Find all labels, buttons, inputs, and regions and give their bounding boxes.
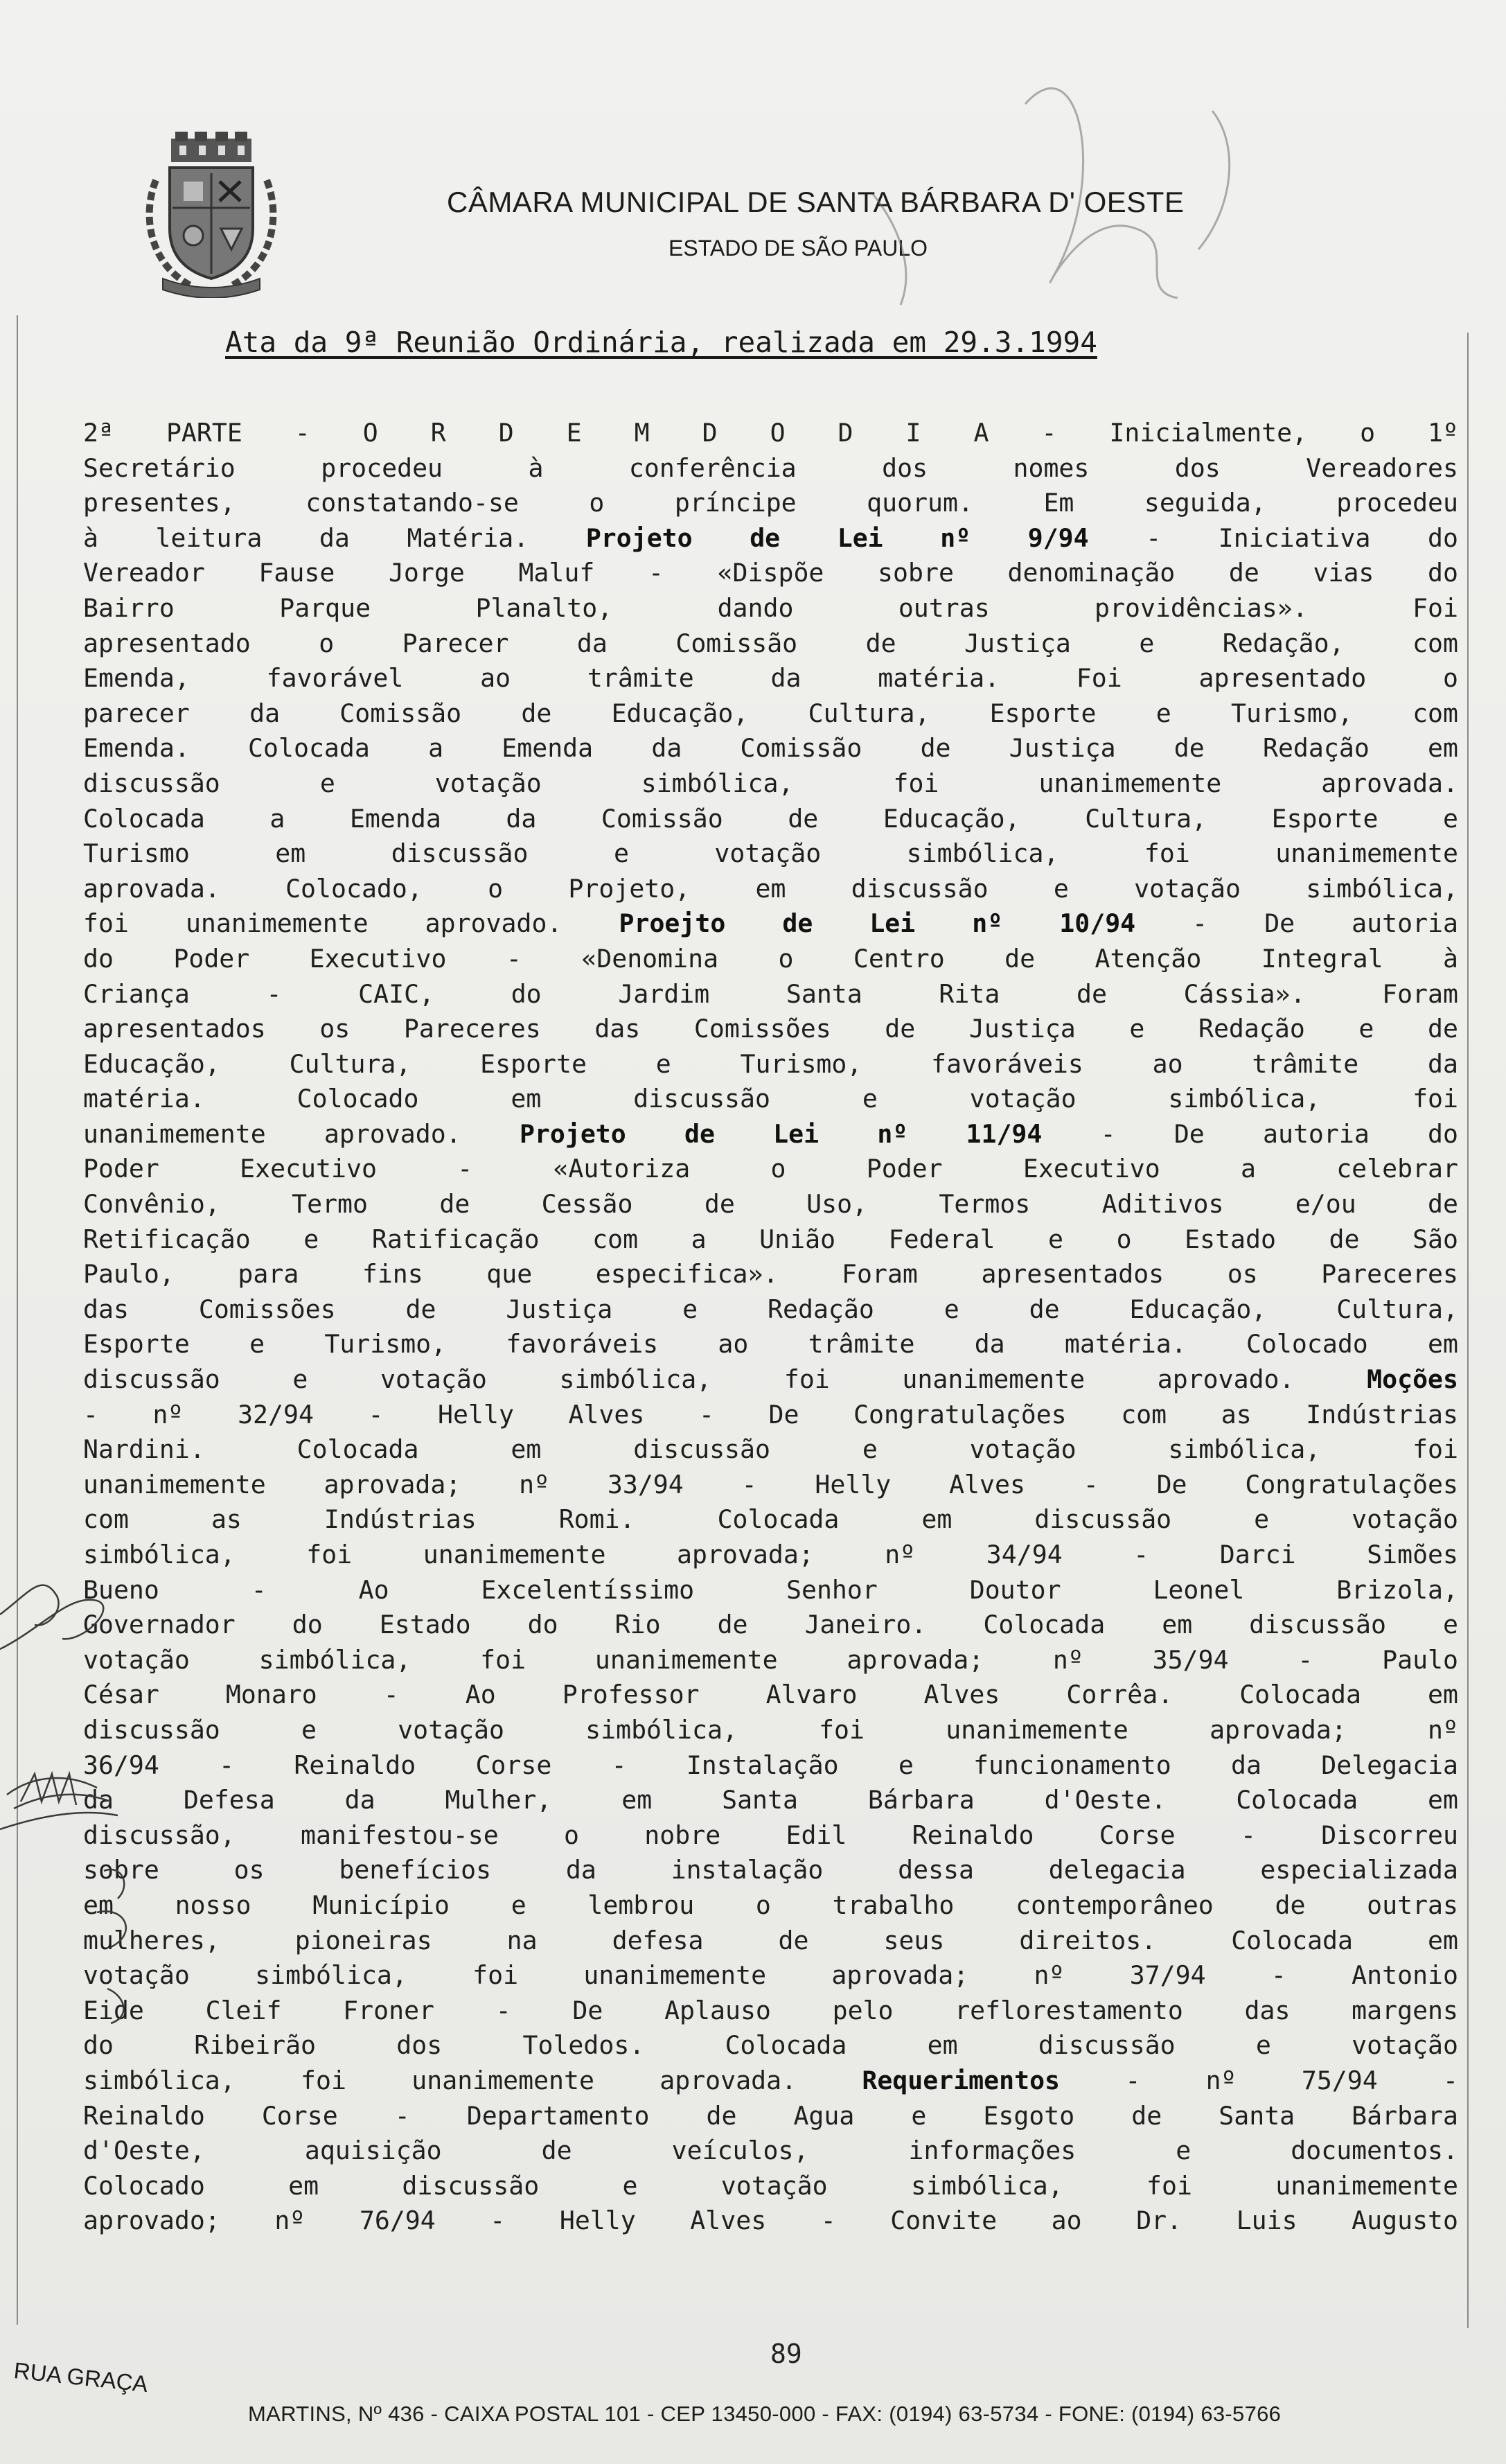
line-text: Vereador Fause Jorge Maluf - «Dispõe sobre denominação de vias do	[83, 558, 1458, 588]
line-text: César Monaro - Ao Professor Alvaro Alves Corrêa. Colocada em	[83, 1680, 1458, 1710]
line-text: Poder Executivo - «Autoriza o Poder Executivo a celebrar	[83, 1154, 1458, 1184]
line-text: Educação, Cultura, Esporte e Turismo, favoráveis ao trâmite da	[83, 1048, 1458, 1079]
line-text: Governador do Estado do Rio de Janeiro. Colocada em discussão e	[83, 1610, 1458, 1640]
line-text: simbólica, foi unanimemente aprovada; nº 34/94 - Darci Simões	[83, 1540, 1458, 1569]
text-line	[83, 1468, 1458, 1503]
right-margin-rule	[1467, 333, 1469, 2328]
text-line	[83, 1994, 1458, 2029]
text-line	[83, 1432, 1458, 1468]
line-text: do Poder Executivo - «Denomina o Centro de Atenção Integral à	[83, 943, 1458, 974]
text-line	[83, 626, 1458, 662]
line-text: Colocada a Emenda da Comissão de Educação, Cultura, Esporte e	[83, 803, 1458, 834]
text-line	[83, 731, 1458, 766]
text-line	[83, 2203, 1458, 2239]
line-text: apresentado o Parecer da Comissão de Justiça e Redação, com	[83, 628, 1458, 658]
text-line	[83, 802, 1458, 837]
line-text: da Defesa da Mulher, em Santa Bárbara d'Oeste. Colocada em	[83, 1785, 1458, 1815]
line-text: unanimemente aprovado.	[83, 1118, 520, 1149]
text-line	[83, 1713, 1458, 1748]
line-text: com as Indústrias Romi. Colocada em discussão e votação	[83, 1504, 1458, 1535]
text-line	[83, 1012, 1458, 1047]
text-line	[83, 1047, 1458, 1082]
line-text: aprovado; nº 76/94 - Helly Alves - Convite ao Dr. Luis Augusto	[83, 2206, 1458, 2236]
page-number: 89	[770, 2339, 802, 2369]
line-text: Emenda. Colocada a Emenda da Comissão de Justiça de Redação em	[83, 733, 1458, 764]
text-line	[83, 521, 1458, 556]
text-line	[83, 1924, 1458, 1959]
line-text: Colocado em discussão e votação simbólica, foi unanimemente	[83, 2170, 1458, 2201]
text-line	[83, 836, 1458, 872]
bold-heading-text: Projeto de Lei nº 11/94	[519, 1118, 1043, 1149]
text-line	[83, 1573, 1458, 1608]
line-text: Eide Cleif Froner - De Aplauso pelo reflorestamento das margens	[83, 1995, 1458, 2025]
minutes-body	[83, 416, 1458, 2239]
text-line	[83, 1748, 1458, 1784]
line-text: 36/94 - Reinaldo Corse - Instalação e funcionamento da Delegacia	[83, 1750, 1458, 1780]
line-text: discussão e votação simbólica, foi unanimemente aprovada; nº	[83, 1714, 1458, 1745]
municipal-crest-logo	[142, 132, 281, 298]
left-margin-rule	[17, 315, 18, 2325]
line-text: discussão e votação simbólica, foi unanimemente aprovada.	[83, 768, 1458, 798]
line-text: Criança - CAIC, do Jardim Santa Rita de Cássia». Foram	[83, 978, 1458, 1009]
line-text: Bueno - Ao Excelentíssimo Senhor Doutor Leonel Brizola,	[83, 1574, 1458, 1605]
line-text: simbólica, foi unanimemente aprovada.	[83, 2065, 862, 2095]
text-line	[83, 1958, 1458, 1994]
line-text: Nardini. Colocada em discussão e votação simbólica, foi	[83, 1434, 1458, 1465]
text-line	[83, 696, 1458, 732]
text-line	[83, 486, 1458, 521]
text-line	[83, 1538, 1458, 1573]
line-text: das Comissões de Justiça e Redação e de Educação, Cultura,	[83, 1294, 1458, 1324]
text-line	[83, 1888, 1458, 1924]
text-line	[83, 1678, 1458, 1713]
line-text: discussão e votação simbólica, foi unanimemente aprovado.	[83, 1364, 1367, 1395]
text-line	[83, 942, 1458, 977]
line-text: unanimemente aprovada; nº 33/94 - Helly Alves - De Congratulações	[83, 1469, 1458, 1499]
text-line	[83, 766, 1458, 802]
line-text: Paulo, para fins que especifica». Foram apresentados os Pareceres	[83, 1259, 1458, 1290]
text-line	[83, 416, 1458, 451]
text-line	[83, 1818, 1458, 1854]
line-text: presentes, constatando-se o príncipe quorum. Em seguida, procedeu	[83, 488, 1458, 518]
text-line	[83, 1783, 1458, 1818]
text-line	[83, 2169, 1458, 2204]
line-text: Retificação e Ratificação com a União Federal e o Estado de São	[83, 1224, 1458, 1254]
line-text: parecer da Comissão de Educação, Cultura, Esporte e Turismo, com	[83, 698, 1458, 728]
bold-heading-text: Requerimentos	[862, 2065, 1061, 2095]
text-line	[83, 872, 1458, 907]
text-line	[83, 1608, 1458, 1643]
text-line	[83, 1082, 1458, 1117]
text-line	[83, 2133, 1458, 2169]
minutes-title: Ata da 9ª Reunião Ordinária, realizada em 29.3.1994	[225, 326, 1097, 359]
text-line	[83, 1222, 1458, 1258]
text-line	[83, 661, 1458, 696]
bold-heading-text: Moções	[1367, 1364, 1458, 1395]
text-line	[83, 1398, 1458, 1433]
text-line	[83, 451, 1458, 486]
line-text: Esporte e Turismo, favoráveis ao trâmite da matéria. Colocado em	[83, 1329, 1458, 1359]
text-line	[83, 2099, 1458, 2134]
text-line	[83, 1643, 1458, 1678]
text-line	[83, 1853, 1458, 1888]
line-text: - nº 32/94 - Helly Alves - De Congratulações com as Indústrias	[83, 1399, 1458, 1429]
text-line	[83, 1152, 1458, 1187]
line-text: 2ª PARTE - O R D E M D O D I A - Inicialmente, o 1º	[83, 418, 1458, 448]
line-text: do Ribeirão dos Toledos. Colocada em discussão e votação	[83, 2030, 1458, 2061]
line-text: Convênio, Termo de Cessão de Uso, Termos Aditivos e/ou de	[83, 1189, 1458, 1220]
text-line	[83, 2028, 1458, 2063]
text-line	[83, 591, 1458, 626]
text-line	[83, 1187, 1458, 1222]
text-line	[83, 1327, 1458, 1362]
state-name: ESTADO DE SÃO PAULO	[668, 236, 928, 261]
line-text: Emenda, favorável ao trâmite da matéria. Foi apresentado o	[83, 663, 1458, 694]
footer-address: MARTINS, Nº 436 - CAIXA POSTAL 101 - CEP 13450-000 - FAX: (0194) 63-5734 - FONE: (0194) 63-5766	[248, 2402, 1282, 2426]
line-text: - Iniciativa do	[1088, 522, 1458, 553]
text-line	[83, 1117, 1458, 1152]
line-text: mulheres, pioneiras na defesa de seus direitos. Colocada em	[83, 1925, 1458, 1955]
text-line	[83, 906, 1458, 942]
line-text: foi unanimemente aprovado.	[83, 908, 619, 939]
bold-heading-text: Proejto de Lei nº 10/94	[619, 908, 1136, 939]
line-text: Bairro Parque Planalto, dando outras providências». Foi	[83, 592, 1458, 623]
text-line	[83, 977, 1458, 1012]
line-text: matéria. Colocado em discussão e votação simbólica, foi	[83, 1084, 1458, 1114]
line-text: Turismo em discussão e votação simbólica, foi unanimemente	[83, 838, 1458, 869]
line-text: aprovada. Colocado, o Projeto, em discussão e votação simbólica,	[83, 873, 1458, 904]
text-line	[83, 2063, 1458, 2099]
line-text: - De autoria do	[1042, 1118, 1458, 1149]
institution-name: CÂMARA MUNICIPAL DE SANTA BÁRBARA D' OESTE	[447, 186, 1185, 218]
footer-street: RUA GRAÇA	[12, 2357, 150, 2397]
line-text: sobre os benefícios da instalação dessa delegacia especializada	[83, 1855, 1458, 1885]
line-text: à leitura da Matéria.	[83, 522, 586, 553]
bold-heading-text: Projeto de Lei nº 9/94	[585, 522, 1089, 553]
line-text: discussão, manifestou-se o nobre Edil Reinaldo Corse - Discorreu	[83, 1820, 1458, 1850]
line-text: apresentados os Pareceres das Comissões de Justiça e Redação e de	[83, 1014, 1458, 1044]
text-line	[83, 1257, 1458, 1292]
line-text: - De autoria	[1135, 908, 1458, 939]
text-line	[83, 1502, 1458, 1538]
line-text: em nosso Município e lembrou o trabalho contemporâneo de outras	[83, 1890, 1458, 1920]
text-line	[83, 1362, 1458, 1398]
line-text: - nº 75/94 -	[1060, 2065, 1458, 2095]
text-line	[83, 556, 1458, 591]
line-text: votação simbólica, foi unanimemente aprovada; nº 35/94 - Paulo	[83, 1644, 1458, 1675]
line-text: Reinaldo Corse - Departamento de Agua e Esgoto de Santa Bárbara	[83, 2100, 1458, 2131]
line-text: Secretário procedeu à conferência dos nomes dos Vereadores	[83, 452, 1458, 483]
line-text: votação simbólica, foi unanimemente aprovada; nº 37/94 - Antonio	[83, 1960, 1458, 1991]
line-text: d'Oeste, aquisição de veículos, informações e documentos.	[83, 2136, 1458, 2166]
text-line	[83, 1292, 1458, 1328]
